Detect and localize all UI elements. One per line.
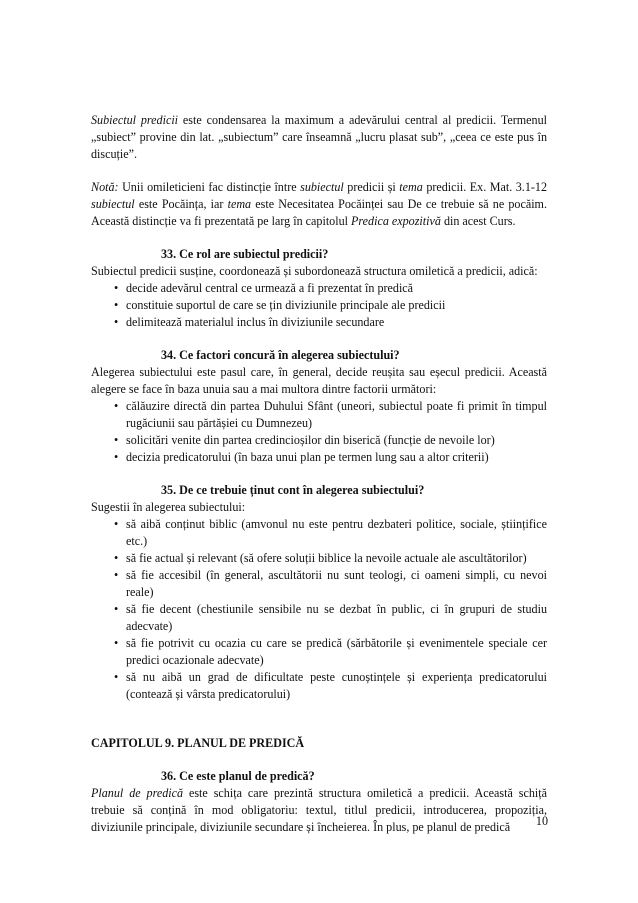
list-item: • decide adevărul central ce urmează a fi prezentat în predică [91, 280, 547, 297]
note-text: predicii și [343, 180, 400, 194]
list-item: • călăuzire directă din partea Duhului Sfânt (uneori, subiectul poate fi primit în timpul rugăciunii sau părtășiei cu Dumnezeu) [91, 398, 547, 432]
paragraph-text: este condensarea la maximum a adevărului central al predicii. Termenul „subiect” provine din lat. „subiectum” care înseamnă „lucru plasat sub”, „ceea ce este pus în discuție”. [91, 113, 547, 161]
note-term: tema [399, 180, 423, 194]
note-term: subiectul [300, 180, 344, 194]
note-term: subiectul [91, 197, 135, 211]
note-label: Notă: [91, 180, 119, 194]
question-36-paragraph [91, 785, 547, 836]
note-text: predicii. Ex. Mat. 3.1-12 [422, 180, 547, 194]
list-item: • să aibă conținut biblic (amvonul nu este pentru dezbateri politice, sociale, științifice etc.) [91, 516, 547, 550]
paragraph-subject-definition [91, 112, 547, 163]
page-number: 10 [535, 814, 548, 828]
list-item: • delimitează materialul inclus în diviziunile secundare [91, 314, 547, 331]
question-33-heading: 33. Ce rol are subiectul predicii? [161, 247, 329, 261]
list-item: • să nu aibă un grad de dificultate peste cunoștințele și experiența predicatorului (contează și vârsta predicatorului) [91, 669, 547, 703]
list-item: • să fie potrivit cu ocazia cu care se predică (sărbătorile și evenimentele speciale cer predici ocazionale adecvate) [91, 635, 547, 669]
question-35-list [91, 516, 547, 703]
note-term: Predica expozitivă [351, 214, 441, 228]
list-item: • să fie actual și relevant (să ofere soluții biblice la nevoile actuale ale ascultătorilor) [91, 550, 547, 567]
question-36-heading: 36. Ce este planul de predică? [161, 769, 315, 783]
note-text: este Pocăința, iar [134, 197, 228, 211]
term-subject: Subiectul predicii [91, 113, 179, 127]
question-33-intro: Subiectul predicii susține, coordonează și subordonează structura omiletică a predicii, adică: [91, 264, 538, 278]
paragraph-text: este schița care prezintă structura omiletică a predicii. Această schiță trebuie să conțină în mod obligatoriu: textul, titlul predicii, introducerea, propoziția, diviziunile principale, diviziunile secundare și încheierea. În plus, pe planul de predică [91, 786, 547, 834]
term-sermon-plan: Planul de predică [91, 786, 184, 800]
note-text: este Necesitatea Pocăinței sau De ce trebuie să ne pocăim. Această distincție va fi prezentată pe larg în capitolul [91, 197, 547, 228]
question-34-list [91, 398, 547, 466]
question-34-heading: 34. Ce factori concură în alegerea subiectului? [161, 348, 400, 362]
question-35-intro: Sugestii în alegerea subiectului: [91, 500, 246, 514]
list-item: • să fie decent (chestiunile sensibile nu se dezbat în public, ci în grupuri de studiu adecvate) [91, 601, 547, 635]
list-item: • constituie suportul de care se țin diviziunile principale ale predicii [91, 297, 547, 314]
note-term: tema [227, 197, 252, 211]
paragraph-note [91, 179, 547, 230]
question-34-intro: Alegerea subiectului este pasul care, în general, decide reușita sau eșecul predicii. Această alegere se face în baza unuia sau a mai multora dintre factorii următori: [91, 365, 547, 396]
list-item: • decizia predicatorului (în baza unui plan pe termen lung sau a altor criterii) [91, 449, 547, 466]
question-35-heading: 35. De ce trebuie ținut cont în alegerea subiectului? [161, 483, 425, 497]
question-33-list [91, 280, 547, 331]
list-item: • solicitări venite din partea credincioșilor din biserică (funcție de nevoile lor) [91, 432, 547, 449]
page-content [91, 112, 547, 836]
list-item: • să fie accesibil (în general, ascultătorii nu sunt teologi, ci oameni simpli, cu nevoi reale) [91, 567, 547, 601]
note-text: Unii omileticieni fac distincție între [118, 180, 301, 194]
note-text: din acest Curs. [440, 214, 516, 228]
chapter-title: CAPITOLUL 9. PLANUL DE PREDICĂ [91, 736, 305, 750]
